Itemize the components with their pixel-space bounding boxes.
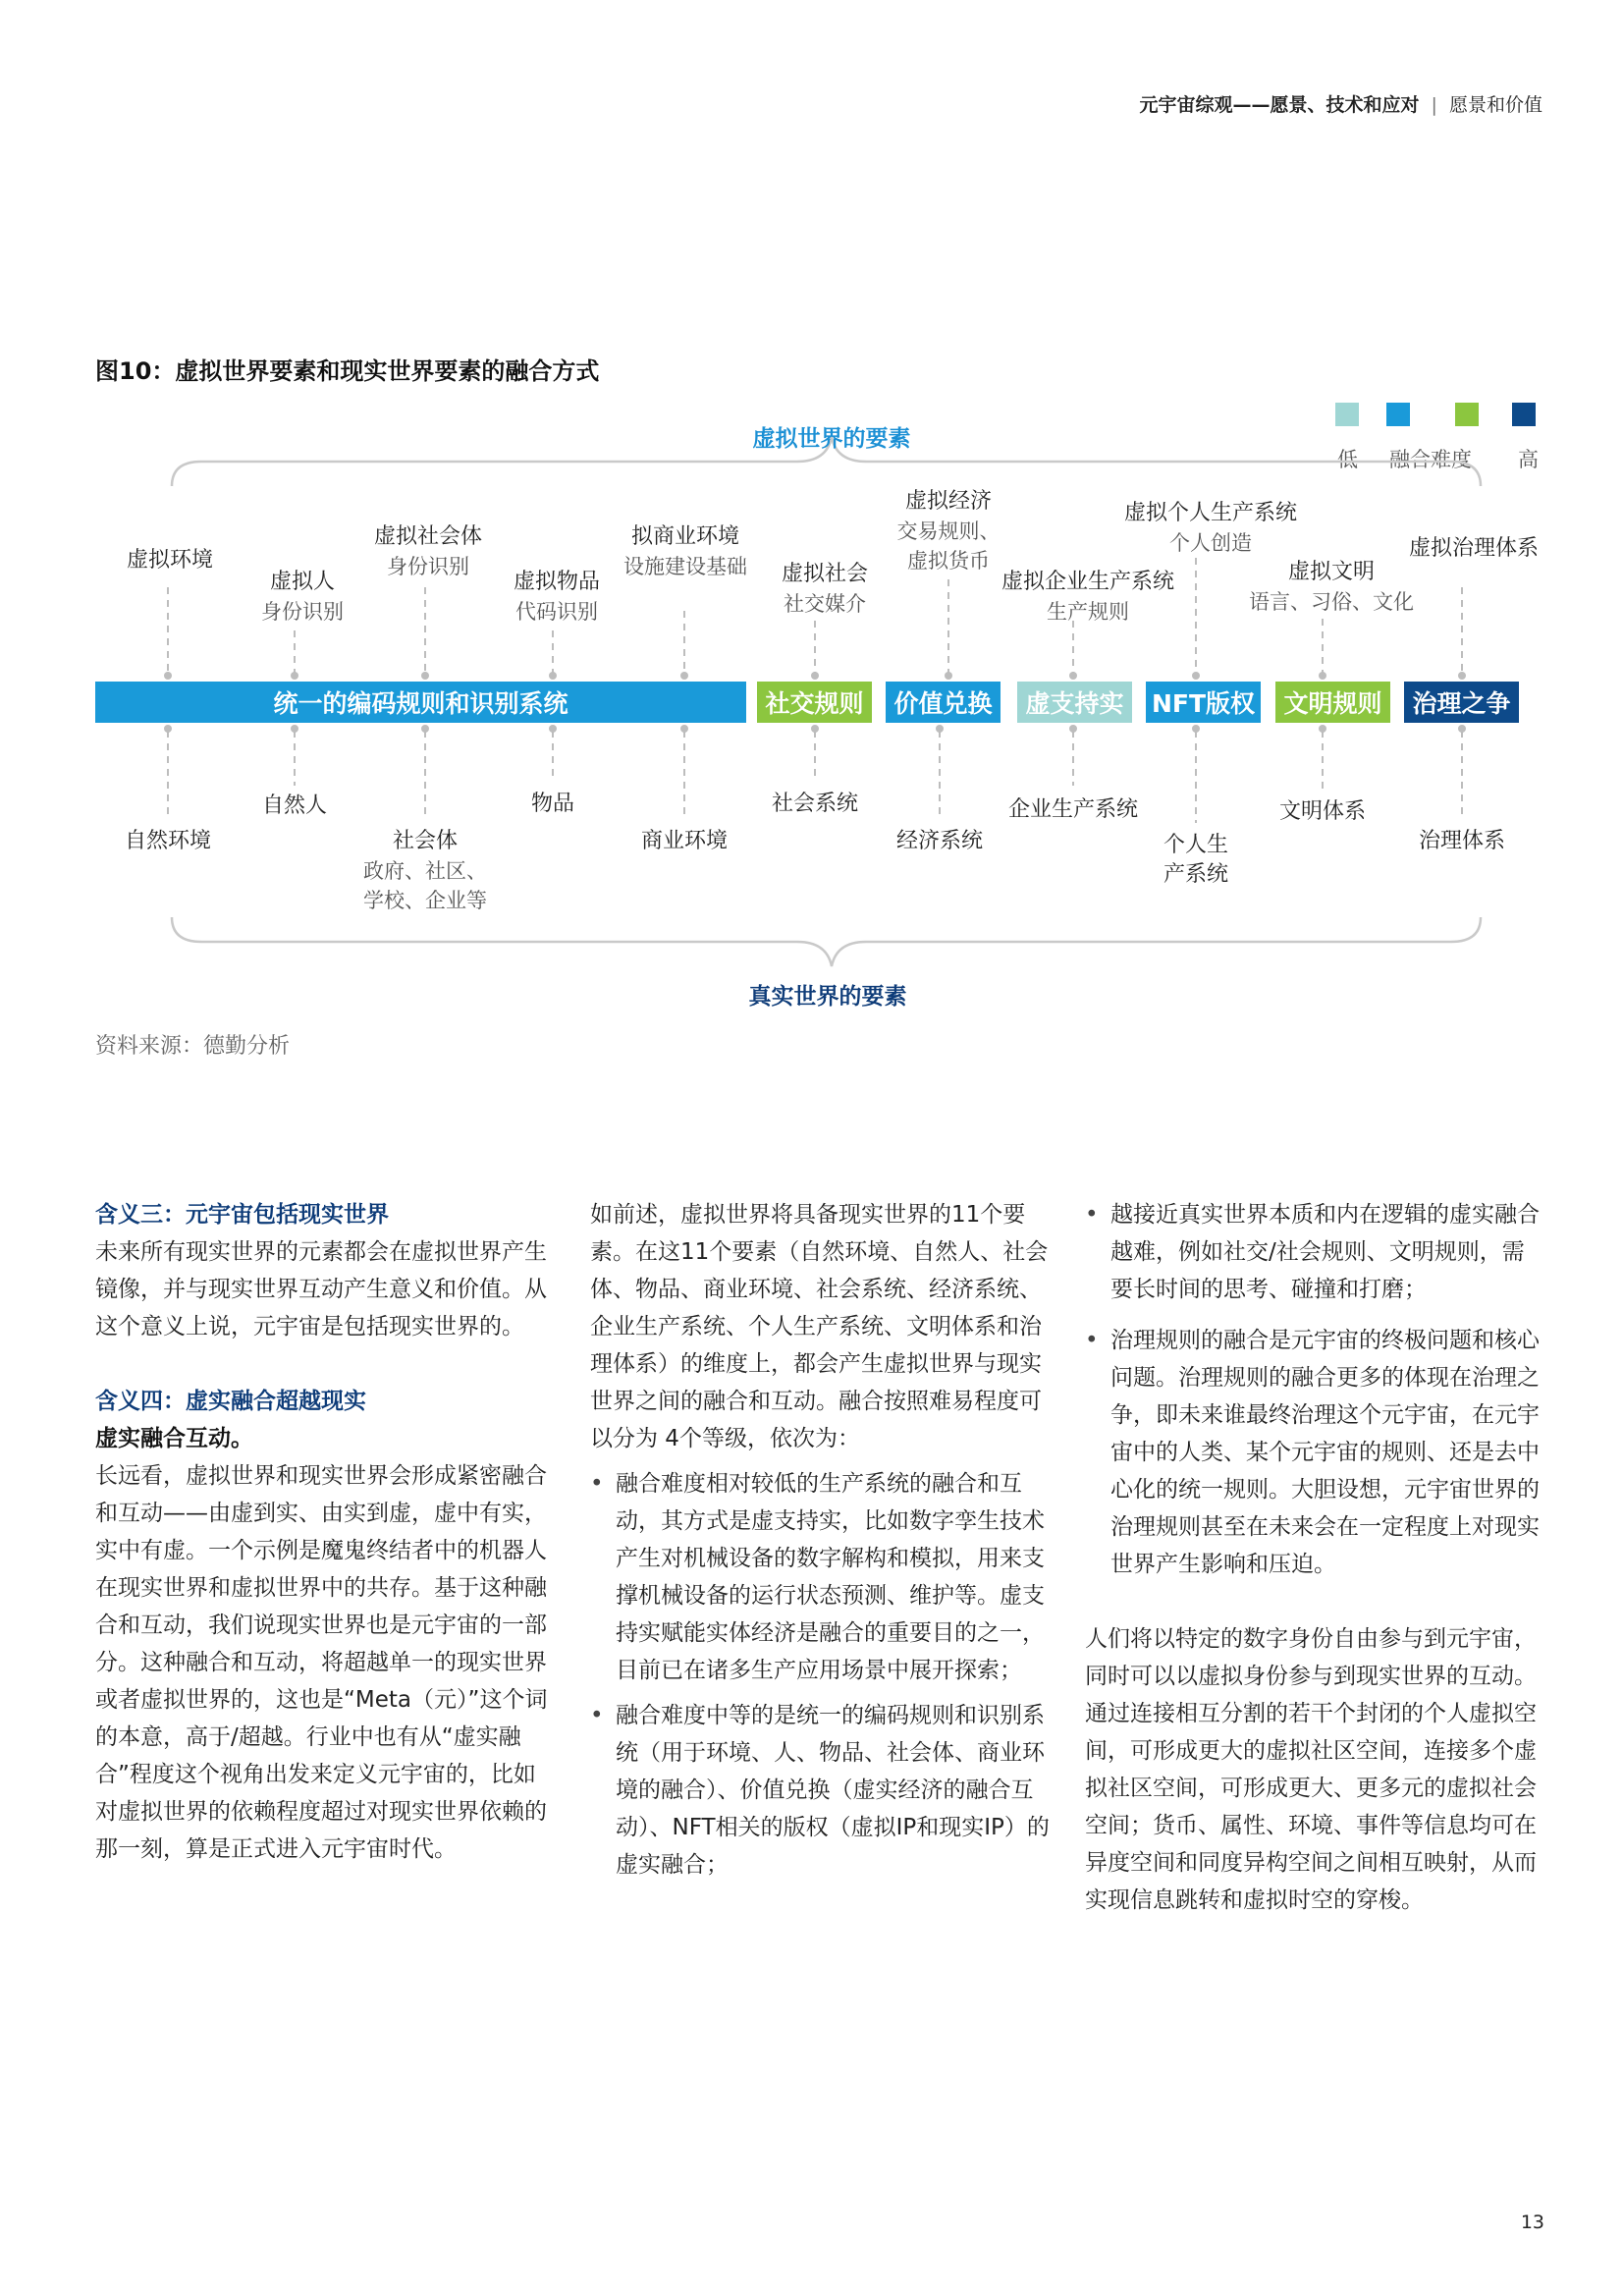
virtual-node-title: 虚拟文明 <box>1287 560 1375 584</box>
real-node-civilization <box>1279 797 1366 827</box>
virtual-node-human <box>261 568 344 627</box>
bullet-item: • 融合难度相对较低的生产系统的融合和互动，其方式是虚支持实，比如数字孪生技术产生对机械设备的数字解构和模拟，用来支撑机械设备的运行状态预测、维护等。虚支持实赋能实体经济是融合的重要目的之一，目前已在诸多生产应用场景中展开探索； <box>590 1465 1052 1689</box>
real-node-natural-env <box>125 827 211 856</box>
bar-social-rules <box>757 682 872 723</box>
virtual-node-title: 虚拟环境 <box>126 548 214 573</box>
virtual-node-sub: 生产规则 <box>1046 600 1129 624</box>
connector-dot <box>680 672 688 680</box>
paragraph: 人们将以特定的数字身份自由参与到元宇宙，同时可以以虚拟身份参与到现实世界的互动。通过连接相互分割的若干个封闭的个人虚拟空间，可形成更大的虚拟社区空间，连接多个虚拟社区空间，可形成更大、更多元的虚拟社会空间；货币、属性、环境、事件等信息均可在异度空间和同度异构空间之间相互映射，从而实现信息跳转和虚拟时空的穿梭。 <box>1085 1626 1537 1913</box>
connector-dot <box>1458 672 1466 680</box>
virtual-node-sub: 社交媒介 <box>783 592 866 616</box>
real-node-social-body <box>363 827 487 915</box>
virtual-node-society <box>782 560 868 619</box>
bar-label: NFT版权 <box>1151 689 1256 718</box>
real-node-sub: 政府、社区、 学校、企业等 <box>363 859 487 912</box>
real-node-economic-system <box>896 827 983 856</box>
connector-dot <box>549 672 557 680</box>
connector-dot <box>1319 725 1326 733</box>
real-node-title: 经济系统 <box>895 829 984 853</box>
figure-title: 图10：虚拟世界要素和现实世界要素的融合方式 <box>95 357 600 385</box>
virtual-node-sub: 语言、习俗、文化 <box>1249 590 1414 614</box>
virtual-node-enterprise-production <box>1001 568 1174 627</box>
virtual-node-title: 虚拟经济 <box>904 489 992 514</box>
section-heading-4: 含义四：虚实融合超越现实 <box>95 1389 366 1414</box>
connector-dot <box>1192 672 1200 680</box>
connector-dot <box>945 672 952 680</box>
legend-title: 融合难度 <box>1389 448 1472 471</box>
bar-value-exchange <box>886 682 1001 723</box>
real-node-governance <box>1419 827 1505 856</box>
connector-dot <box>549 725 557 733</box>
bar-label: 统一的编码规则和识别系统 <box>273 689 568 718</box>
virtual-node-title: 虚拟治理体系 <box>1408 536 1540 561</box>
real-node-title: 商业环境 <box>640 829 729 853</box>
connector-dot <box>291 672 298 680</box>
real-node-title: 自然人 <box>261 793 328 818</box>
real-node-goods <box>531 790 574 819</box>
real-node-title: 社会体 <box>392 829 458 853</box>
virtual-node-title: 虚拟物品 <box>513 570 601 594</box>
connector-dot <box>811 672 819 680</box>
bottom-brace <box>172 917 1481 966</box>
bar-label: 价值兑换 <box>893 689 993 718</box>
virtual-node-sub: 身份识别 <box>386 555 469 578</box>
text-column-1 <box>95 1196 557 1868</box>
bullet-item: • 越接近真实世界本质和内在逻辑的虚实融合越难，例如社交/社会规则、文明规则，需要长时间的思考、碰撞和打磨； <box>1085 1196 1542 1308</box>
virtual-node-civilization <box>1249 558 1414 617</box>
bar-label: 社交规则 <box>765 689 864 718</box>
bar-label: 虚支持实 <box>1025 689 1124 718</box>
virtual-node-economy <box>897 487 1001 575</box>
bar-label: 治理之争 <box>1412 689 1511 718</box>
virtual-node-sub: 个人创造 <box>1168 531 1252 555</box>
virtual-node-governance <box>1409 534 1539 564</box>
section-heading-3: 含义三：元宇宙包括现实世界 <box>95 1202 389 1228</box>
connector-dot <box>936 725 944 733</box>
header-title: 元宇宙综观——愿景、技术和应对 <box>1139 94 1420 116</box>
text-column-3 <box>1085 1196 1542 1919</box>
virtual-node-sub: 代码识别 <box>514 600 598 624</box>
real-node-enterprise-production <box>1008 795 1138 825</box>
source-note: 资料来源：德勤分析 <box>95 1034 291 1059</box>
virtual-elements-label: 虚拟世界的要素 <box>752 426 911 452</box>
real-node-title: 物品 <box>530 792 575 816</box>
connector-dot <box>164 725 172 733</box>
virtual-node-sub: 设施建设基础 <box>623 555 747 578</box>
virtual-node-title: 虚拟社会 <box>781 562 869 586</box>
header-separator: | <box>1431 94 1437 116</box>
connector-dot <box>421 725 429 733</box>
real-node-title: 自然环境 <box>124 829 212 853</box>
real-node-title: 文明体系 <box>1278 799 1367 824</box>
real-node-social-system <box>772 790 858 819</box>
virtual-node-title: 虚拟社会体 <box>373 524 483 549</box>
virtual-node-title: 拟商业环境 <box>630 524 739 549</box>
sub-heading: 虚实融合互动。 <box>95 1426 253 1451</box>
bar-virtual-supports-real <box>1017 682 1132 723</box>
connector-dot <box>811 725 819 733</box>
virtual-node-personal-production <box>1124 499 1297 558</box>
virtual-node-title: 虚拟个人生产系统 <box>1123 501 1298 525</box>
connector-dot <box>680 725 688 733</box>
virtual-node-environment <box>127 546 213 575</box>
diagram-connectors <box>0 0 1623 982</box>
real-node-title: 个人生 产系统 <box>1163 833 1229 887</box>
connector-dot <box>291 725 298 733</box>
bar-civilization-rules <box>1275 682 1390 723</box>
bullet-item: • 治理规则的融合是元宇宙的终极问题和核心问题。治理规则的融合更多的体现在治理之争，即未来谁最终治理这个元宇宙，在元宇宙中的人类、某个元宇宙的规则、还是去中心化的统一规则。大胆设想，元宇宙世界的治理规则甚至在未来会在一定程度上对现实世界产生影响和压迫。 <box>1085 1322 1542 1583</box>
virtual-node-title: 虚拟人 <box>269 570 335 594</box>
connector-dot <box>421 672 429 680</box>
bar-governance-contest <box>1404 682 1519 723</box>
connector-dot <box>164 672 172 680</box>
real-node-business-env <box>641 827 728 856</box>
bar-nft-copyright <box>1146 682 1261 723</box>
legend-low-label: 低 <box>1337 448 1358 471</box>
real-node-natural-person <box>262 792 327 821</box>
virtual-node-social-body <box>374 522 482 581</box>
connector-dot <box>1319 672 1326 680</box>
paragraph: 如前述，虚拟世界将具备现实世界的11个要素。在这11个要素（自然环境、自然人、社会体、物品、商业环境、社会系统、经济系统、企业生产系统、个人生产系统、文明体系和治理体系）的维度上，都会产生虚拟世界与现实世界之间的融合和互动。融合按照难易程度可以分为 4个等级，依次为： <box>590 1202 1049 1451</box>
page-number: 13 <box>1520 2212 1544 2233</box>
real-node-title: 企业生产系统 <box>1007 797 1139 822</box>
bar-coding-rules <box>95 682 746 723</box>
bullet-item: • 融合难度中等的是统一的编码规则和识别系统（用于环境、人、物品、社会体、商业环境的融合）、价值兑换（虚实经济的融合互动）、NFT相关的版权（虚拟IP和现实IP）的虚实融合； <box>590 1697 1052 1884</box>
real-node-title: 社会系统 <box>771 792 859 816</box>
virtual-node-sub: 身份识别 <box>261 600 344 624</box>
real-node-personal-production <box>1163 831 1228 890</box>
connector-dot <box>1069 672 1077 680</box>
paragraph: 长远看，虚拟世界和现实世界会形成紧密融合和互动——由虚到实、由实到虚，虚中有实，实中有虚。一个示例是魔鬼终结者中的机器人在现实世界和虚拟世界中的共存。基于这种融合和互动，我们说现实世界也是元宇宙的一部分。这种融合和互动，将超越单一的现实世界或者虚拟世界的，这也是“Meta（元）”这个词的本意，高于/超越。行业中也有从“虚实融合”程度这个视角出发来定义元宇宙的，比如对虚拟世界的依赖程度超过对现实世界依赖的那一刻，算是正式进入元宇宙时代。 <box>95 1463 548 1862</box>
bar-label: 文明规则 <box>1283 689 1382 718</box>
virtual-node-title: 虚拟企业生产系统 <box>1001 570 1175 594</box>
header-section: 愿景和价值 <box>1448 94 1542 116</box>
legend-high-label: 高 <box>1518 448 1539 471</box>
connector-dot <box>1192 725 1200 733</box>
virtual-node-goods <box>514 568 600 627</box>
real-elements-label: 真实世界的要素 <box>748 984 907 1010</box>
real-node-title: 治理体系 <box>1418 829 1506 853</box>
virtual-node-business-env <box>623 522 747 581</box>
connector-dot <box>1458 725 1466 733</box>
paragraph: 未来所有现实世界的元素都会在虚拟世界产生镜像，并与现实世界互动产生意义和价值。从这个意义上说，元宇宙是包括现实世界的。 <box>95 1239 547 1339</box>
connector-dot <box>1069 725 1077 733</box>
text-column-2 <box>590 1196 1052 1884</box>
virtual-node-sub: 交易规则、 虚拟货币 <box>896 519 1001 573</box>
